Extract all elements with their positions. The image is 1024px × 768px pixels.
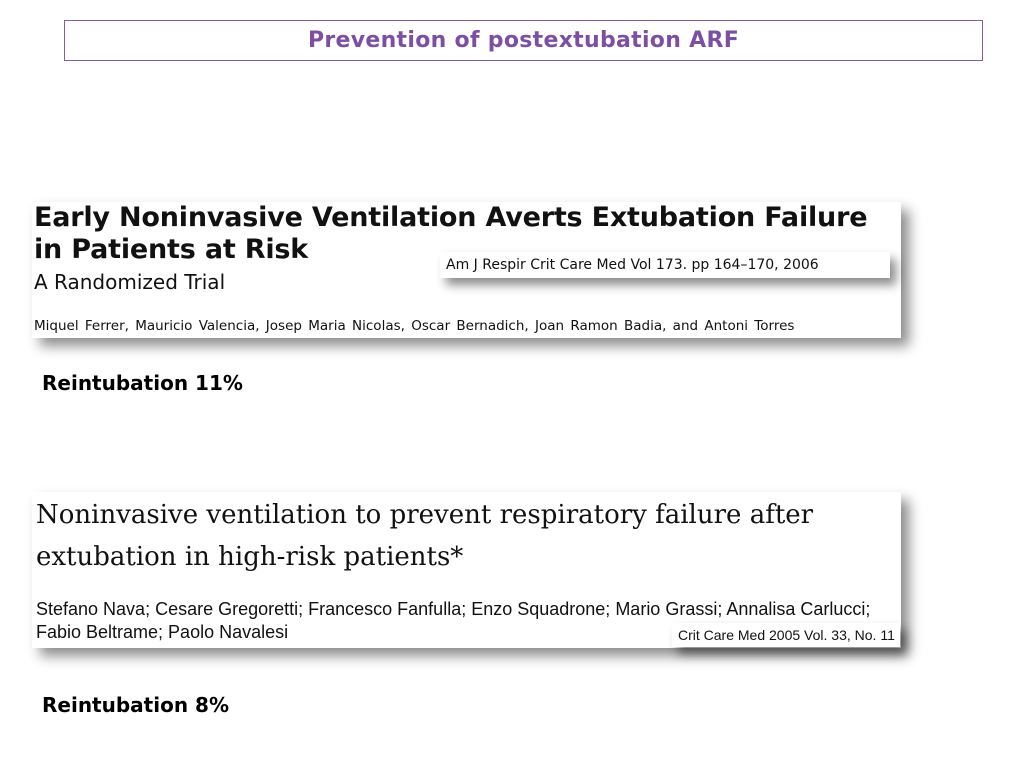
- article2-reintubation-result: Reintubation 8%: [42, 693, 229, 717]
- article1-title-line1: Early Noninvasive Ventilation Averts Extubation Failure: [34, 202, 868, 233]
- article1-clipping: [32, 202, 901, 338]
- slide-title: Prevention of postextubation ARF: [307, 28, 740, 53]
- article1-reintubation-result: Reintubation 11%: [42, 371, 243, 395]
- article2-title-line1: Noninvasive ventilation to prevent respiratory failure after: [36, 500, 814, 530]
- article1-authors: Miquel Ferrer, Mauricio Valencia, Josep Maria Nicolas, Oscar Bernadich, Joan Ramon Badia, and Antoni Torres: [34, 318, 795, 334]
- article1-title-line2: in Patients at Risk: [34, 234, 309, 265]
- article2-clipping: [32, 492, 901, 648]
- article2-authors-line2: Fabio Beltrame; Paolo Navalesi: [36, 622, 289, 642]
- article1-subtitle: A Randomized Trial: [34, 270, 226, 294]
- article2-title-line2: extubation in high-risk patients*: [36, 542, 464, 572]
- article2-title: [36, 494, 813, 578]
- article2-authors-line1: Stefano Nava; Cesare Gregoretti; Francesco Fanfulla; Enzo Squadrone; Mario Grassi; Annalisa Carlucci;: [36, 599, 871, 619]
- slide-title-box: [64, 20, 983, 61]
- article1-citation: Am J Respir Crit Care Med Vol 173. pp 164–170, 2006: [440, 252, 890, 278]
- article2-citation: Crit Care Med 2005 Vol. 33, No. 11: [672, 623, 900, 647]
